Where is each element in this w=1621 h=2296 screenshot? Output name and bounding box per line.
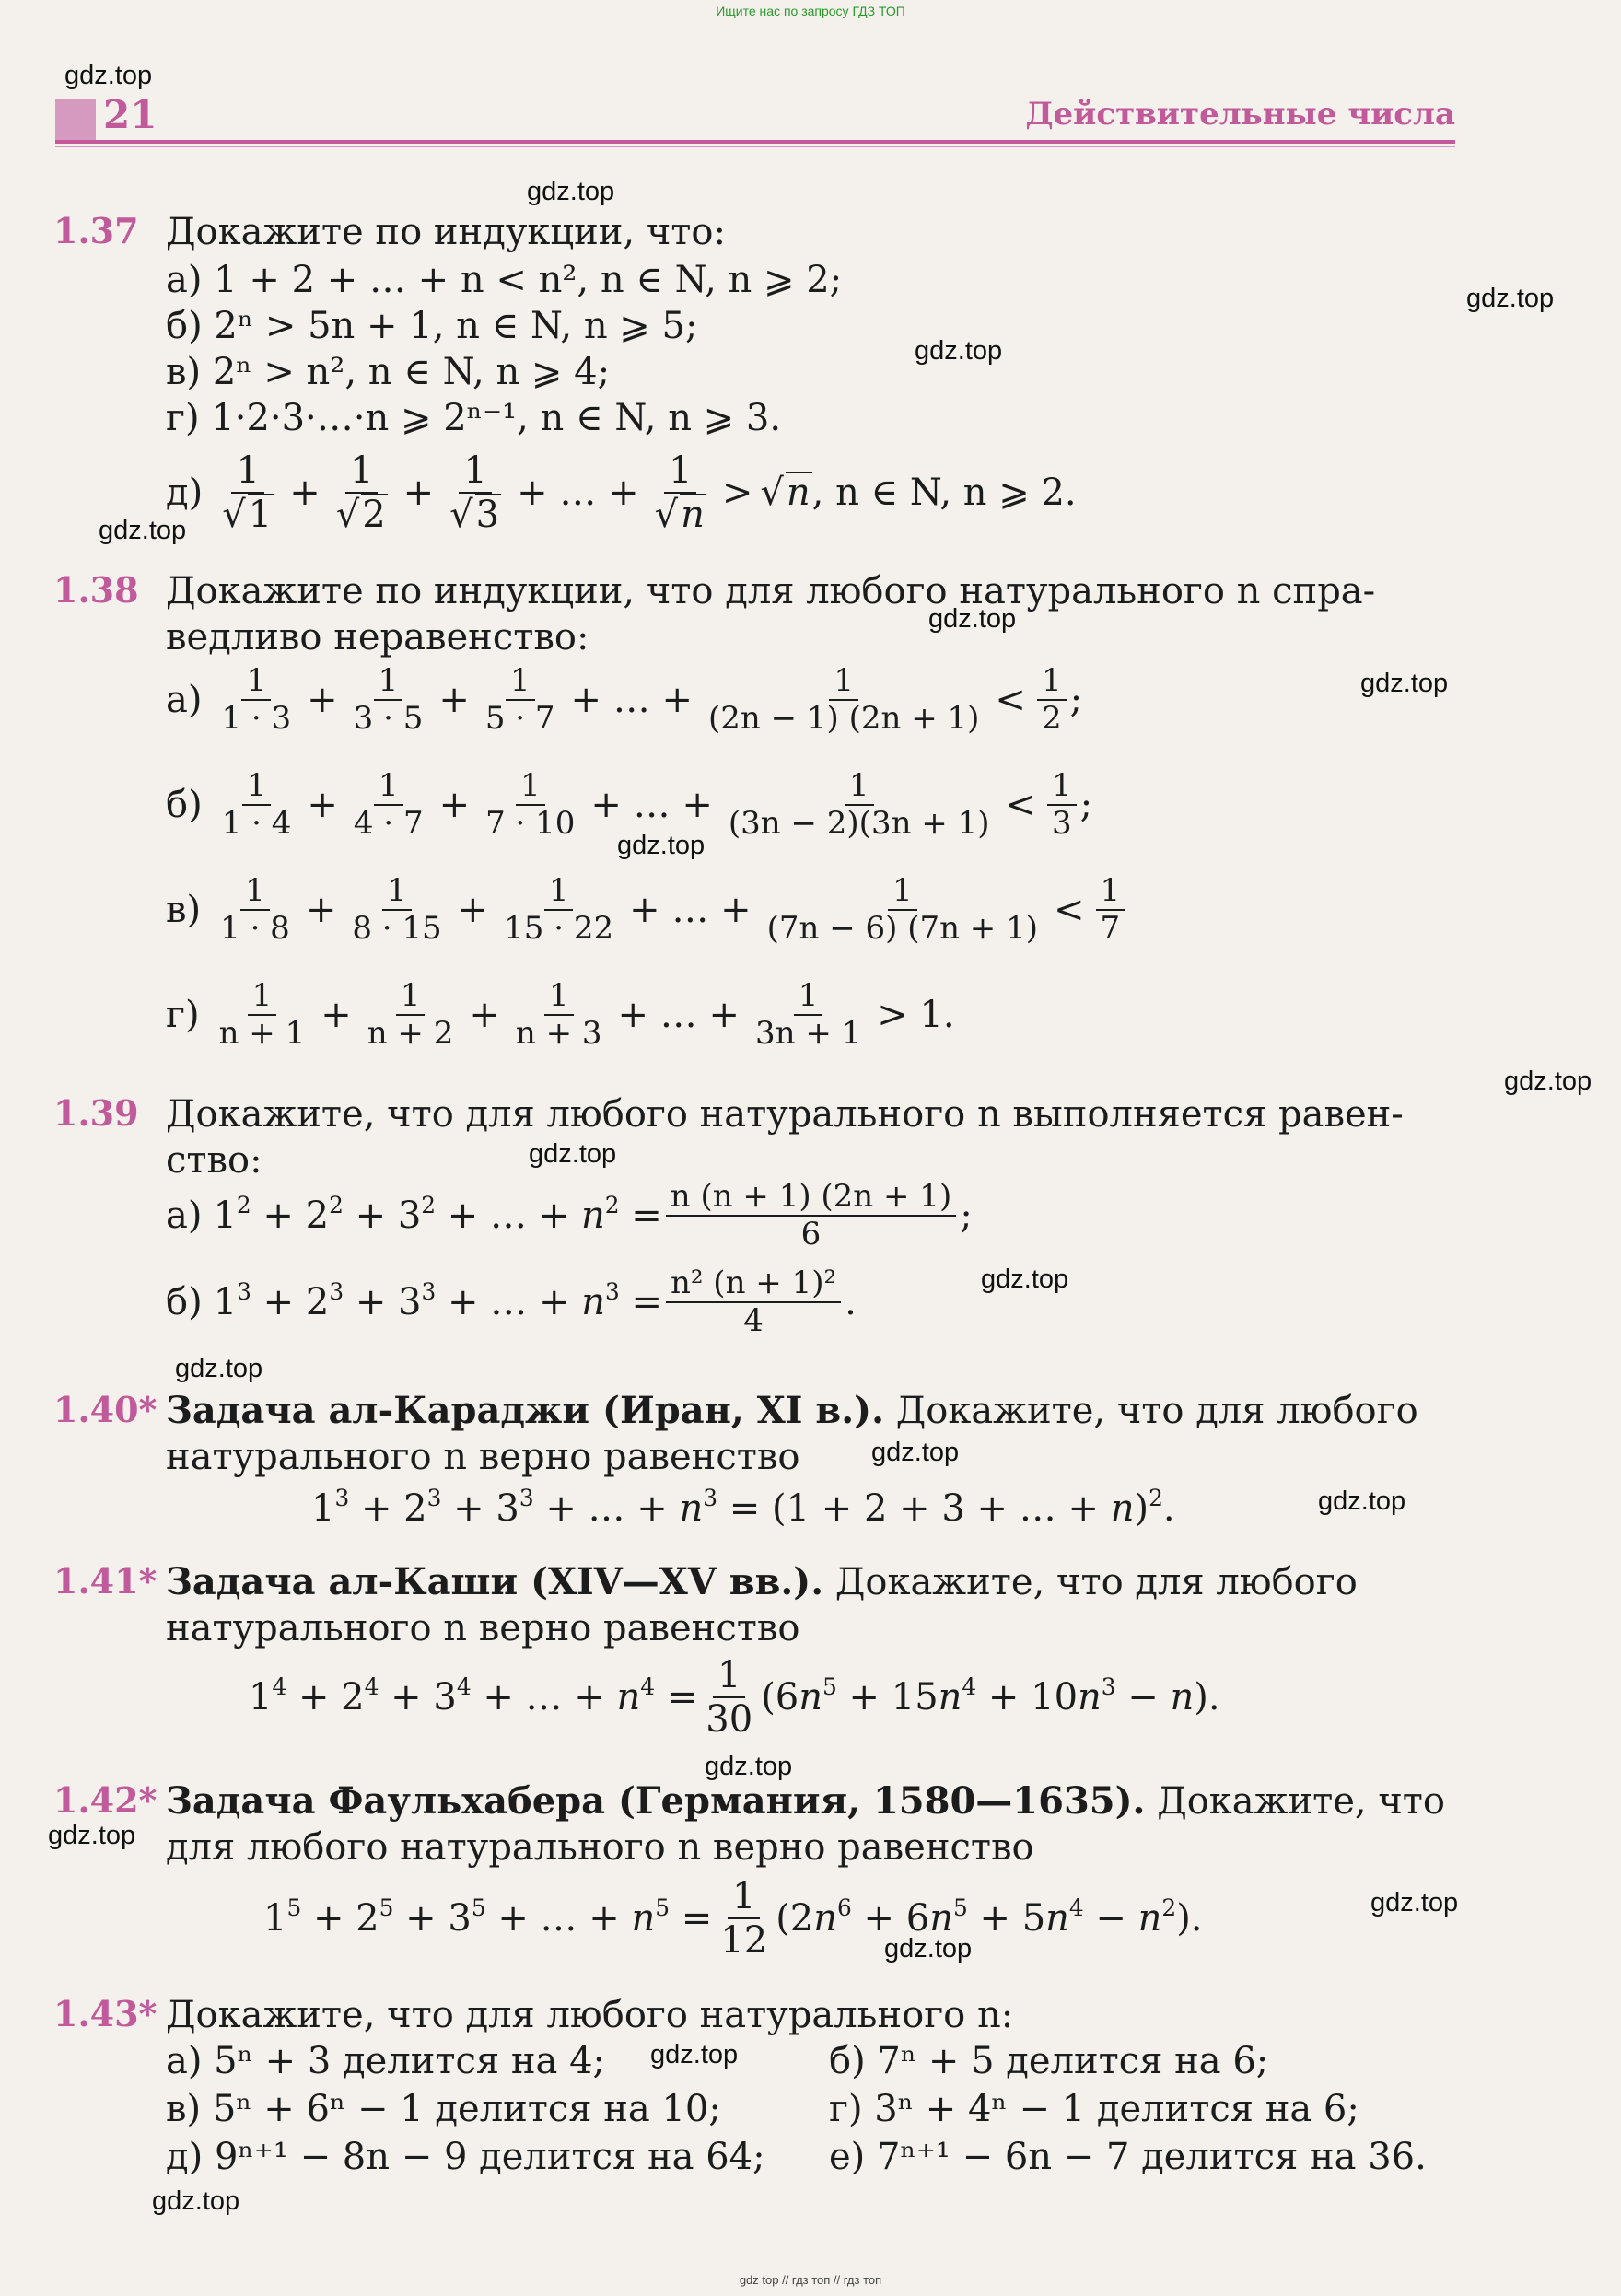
fraction: $\frac{n (n + 1) (2n + 1)}{6}$ [666, 1179, 956, 1253]
problem-text: Докажите по индукции, что для любого натурального n спра- [166, 570, 1376, 612]
watermark: gdz.top [884, 1934, 973, 1964]
problem-title: Задача ал-Каши (XIV—XV вв.). [166, 1560, 824, 1603]
watermark: gdz.top [64, 61, 153, 90]
item-label: б) [166, 1281, 203, 1324]
watermark: gdz.top [650, 2040, 739, 2069]
fraction: $\frac{1}{8 \cdot 15}$ [352, 872, 442, 948]
fraction: $\frac{1}{5 \cdot 7}$ [484, 662, 555, 738]
problem-text [166, 1560, 1358, 1604]
watermark: gdz.top [527, 177, 615, 206]
math-expression: 2ⁿ > n², n ∈ N, n ⩾ 4; [212, 351, 611, 393]
watermark: gdz.top [175, 1354, 263, 1383]
fraction: $\frac{1}{√3}$ [449, 449, 500, 536]
math-expression: $1^5 + 2^5 + 3^5$ + … + $n^5$ = $\frac{1}{12}$ $(2n^6 + 6n^5 + 5n^4 - n^2)$. [263, 1875, 1203, 1962]
problem-item [166, 304, 697, 348]
problem-item: в) $\frac{1}{1 \cdot 8}$ + $\frac{1}{8 \cdot 15}$ + $\frac{1}{15 \cdot 22}$ + … + $\frac{1}{(7n - 6) (7n + 1)}$ < $\frac{1}{7}$ [166, 873, 1128, 947]
bottom-note: gdz top // гдз топ // гдз топ [739, 2273, 882, 2287]
page-number: 21 [103, 92, 157, 137]
problem-item: б) 7ⁿ + 5 делится на 6; [829, 2040, 1269, 2082]
problem-title: Задача Фаульхабера (Германия, 1580—1635). [166, 1779, 1146, 1823]
fraction: $\frac{1}{√2}$ [335, 449, 386, 536]
problem-text: для любого натурального n верно равенство [166, 1826, 1034, 1869]
problem-text: ведливо неравенство: [166, 616, 589, 658]
fraction-rhs: $\frac{1}{2}$ [1037, 663, 1067, 737]
header-rule [55, 140, 1455, 144]
fraction: $\frac{1}{√n}$ [654, 449, 705, 536]
fraction: $\frac{1}{n + 2}$ [367, 977, 454, 1053]
item-label: г) [166, 397, 200, 439]
problem-number: 1.37 [53, 210, 139, 251]
problem-text: натурального n верно равенство [166, 1607, 800, 1649]
item-label: а) [166, 259, 203, 301]
header-rule [55, 146, 1455, 147]
problem-text: Докажите, что для любого натурального n: [166, 1994, 1014, 2036]
watermark: gdz.top [1318, 1486, 1406, 1516]
fraction: $\frac{\text{n² (n + 1)²}}{4}$ [666, 1265, 841, 1339]
problem-item: г) 3ⁿ + 4ⁿ − 1 делится на 6; [829, 2088, 1359, 2130]
watermark: gdz.top [99, 516, 187, 545]
problem-item: д) $\frac{1}{√1}$ + $\frac{1}{√2}$ + $\frac{1}{√3}$ + … + $\frac{1}{√n}$ > √n, n ∈ N, n ⩾ 2. [166, 449, 1077, 536]
problem-item: б) $1^3 + 2^3 + 3^3$ + … + $n^3$ = $\frac{\text{n² (n + 1)²}}{4}$ . [166, 1265, 857, 1340]
watermark: gdz.top [1370, 1888, 1459, 1917]
problem-text-rest: Докажите, что для любого [823, 1561, 1358, 1603]
fraction-rhs: $\frac{1}{7}$ [1096, 873, 1125, 947]
problem-item: е) 7ⁿ⁺¹ − 6n − 7 делится на 36. [829, 2136, 1427, 2178]
problem-item [166, 258, 842, 302]
math-expression: n ∈ N, n ⩾ 2. [835, 472, 1077, 514]
fraction-rhs: $\frac{1}{3}$ [1047, 768, 1077, 842]
problem-item: б) $\frac{1}{1 \cdot 4}$ + $\frac{1}{4 \cdot 7}$ + $\frac{1}{7 \cdot 10}$ + … + $\frac{1}{(3n - 2)(3n + 1)}$ < $\frac{1}{3}$ ; [166, 767, 1093, 843]
watermark: gdz.top [152, 2186, 240, 2216]
watermark: gdz.top [871, 1438, 960, 1467]
item-label: г) [166, 994, 200, 1037]
fraction: $\frac{1}{1 \cdot 3}$ [221, 662, 292, 738]
watermark: gdz.top [981, 1265, 1069, 1294]
item-label: в) [166, 351, 202, 393]
problem-text [166, 1389, 1418, 1433]
fraction: $\frac{1}{(7n - 6) (7n + 1)}$ [766, 872, 1038, 948]
fraction: $\frac{1}{1 \cdot 4}$ [221, 767, 292, 843]
watermark: gdz.top [1504, 1066, 1592, 1096]
fraction: $\frac{1}{4 \cdot 7}$ [353, 767, 424, 843]
problem-item: д) 9ⁿ⁺¹ − 8n − 9 делится на 64; [166, 2136, 765, 2178]
problem-item [166, 396, 781, 440]
math-expression: 1 + 2 + … + n < n², n ∈ N, n ⩾ 2; [214, 259, 843, 301]
item-label: б) [166, 305, 203, 347]
math-expression: 1·2·3·…·n ⩾ 2ⁿ⁻¹, n ∈ N, n ⩾ 3. [211, 397, 782, 439]
problem-number: 1.43* [53, 1993, 157, 2034]
watermark: gdz.top [705, 1752, 793, 1781]
problem-text [166, 1779, 1445, 1824]
watermark: gdz.top [617, 831, 706, 860]
problem-item: а) 5ⁿ + 3 делится на 4; [166, 2040, 606, 2082]
math-expression: $1^3 + 2^3 + 3^3$ + … + $n^3 = (1 + 2 + 3$ + … + n)$^2$. [311, 1484, 1175, 1530]
problem-item: г) $\frac{1}{n + 1}$ + $\frac{1}{n + 2}$ + $\frac{1}{n + 3}$ + … + $\frac{1}{3n + 1}$ > 1. [166, 977, 955, 1053]
watermark: gdz.top [529, 1139, 617, 1169]
header-title: Действительные числа [1025, 96, 1455, 133]
problem-text-rest: Докажите, что для любого [884, 1390, 1418, 1432]
watermark: gdz.top [48, 1821, 136, 1850]
item-label: а) [166, 679, 203, 722]
item-label: д) [166, 472, 204, 514]
fraction: $\frac{1}{30}$ [706, 1654, 753, 1741]
item-label: в) [166, 889, 202, 932]
fraction: $\frac{1}{n + 3}$ [515, 977, 602, 1053]
fraction: $\frac{1}{12}$ [720, 1875, 768, 1962]
top-note: Ищите нас по запросу ГДЗ ТОП [716, 4, 905, 18]
watermark: gdz.top [928, 604, 1017, 634]
item-label: а) [166, 1195, 203, 1238]
problem-title: Задача ал-Караджи (Иран, XI в.). [166, 1389, 884, 1432]
problem-item [166, 350, 610, 394]
problem-text: ство: [166, 1139, 262, 1182]
math-expression: 2ⁿ > 5n + 1, n ∈ N, n ⩾ 5; [214, 305, 698, 347]
problem-text-rest: Докажите, что [1145, 1780, 1445, 1823]
fraction: $\frac{1}{3 \cdot 5}$ [353, 662, 424, 738]
fraction: $\frac{1}{3n + 1}$ [754, 977, 862, 1053]
problem-item: в) 5ⁿ + 6ⁿ − 1 делится на 10; [166, 2088, 721, 2130]
problem-number: 1.42* [53, 1779, 157, 1821]
fraction: $\frac{1}{15 \cdot 22}$ [504, 872, 614, 948]
problem-text: Докажите по индукции, что: [166, 211, 726, 253]
problem-number: 1.38 [53, 569, 139, 611]
fraction: $\frac{1}{n + 1}$ [218, 977, 306, 1053]
problem-item: а) $\frac{1}{1 \cdot 3}$ + $\frac{1}{3 \cdot 5}$ + $\frac{1}{5 \cdot 7}$ + … + $\frac{1}{(2n - 1) (2n + 1)}$ < $\frac{1}{2}$ ; [166, 662, 1083, 738]
watermark: gdz.top [1360, 669, 1449, 698]
problem-number: 1.39 [53, 1092, 139, 1134]
fraction: $\frac{1}{7 \cdot 10}$ [485, 767, 576, 843]
fraction: $\frac{1}{(2n - 1) (2n + 1)}$ [708, 662, 980, 738]
fraction: $\frac{1}{(3n - 2)(3n + 1)}$ [728, 767, 990, 843]
fraction: $\frac{1}{√1}$ [222, 449, 273, 536]
math-expression: $1^4 + 2^4 + 3^4$ + … + $n^4$ = $\frac{1}{30}$ $(6n^5 + 15n^4 + 10n^3 - n)$. [249, 1654, 1220, 1741]
problem-number: 1.41* [53, 1560, 157, 1602]
item-label: б) [166, 784, 203, 827]
watermark: gdz.top [915, 336, 1003, 366]
problem-text: натурального n верно равенство [166, 1436, 800, 1478]
problem-text: Докажите, что для любого натурального n выполняется равен- [166, 1093, 1404, 1136]
watermark: gdz.top [1466, 284, 1555, 313]
fraction: $\frac{1}{1 \cdot 8}$ [220, 872, 290, 948]
problem-number: 1.40* [53, 1389, 157, 1430]
page-number-marker [55, 99, 96, 142]
problem-item: а) $1^2 + 2^2 + 3^2$ + … + $n^2$ = $\frac{n (n + 1) (2n + 1)}{6}$ ; [166, 1178, 973, 1253]
